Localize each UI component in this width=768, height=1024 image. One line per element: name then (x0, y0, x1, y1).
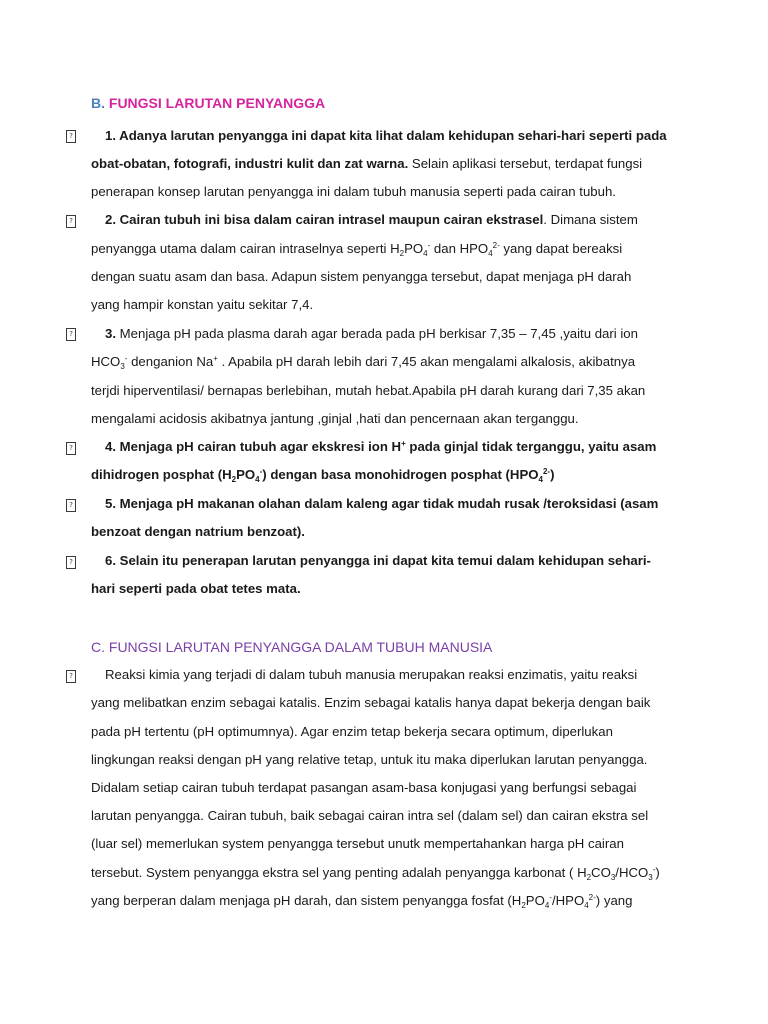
item-3-line-3: terjdi hiperventilasi/ bernapas berlebihan, mutah hebat.Apabila pH darah kurang dari 7,35 akan (91, 383, 646, 398)
item-1-line-2: obat-obatan, fotografi, industri kulit dan zat warna. Selain aplikasi tersebut, terdapat fungsi (91, 156, 643, 171)
item-3-line-4: mengalami acidosis akibatnya jantung ,ginjal ,hati dan pencernaan akan terganggu. (91, 411, 579, 426)
section-c-line-7: (luar sel) memerlukan system penyangga tersebut unutk mempertahankan harga pH cairan (91, 836, 624, 851)
item-3-line-1: 3. Menjaga pH pada plasma darah agar berada pada pH berkisar 7,35 – 7,45 ,yaitu dari ion (105, 326, 638, 341)
section-c-line-8: tersebut. System penyangga ekstra sel yang penting adalah penyangga karbonat ( $H_2CO_3/HCO_3^-$) (91, 865, 660, 882)
bullet-icon: ? (66, 442, 76, 455)
section-c-line-9: yang berperan dalam menjaga pH darah, dan sistem penyangga fosfat $(H_2PO_4^-/HPO_4^{2-})$ yang (91, 893, 633, 910)
item-6-line-2: hari seperti pada obat tetes mata. (91, 581, 301, 596)
bullet-icon: ? (66, 556, 76, 569)
bullet-icon: ? (66, 328, 76, 341)
item-5-line-1: 5. Menjaga pH makanan olahan dalam kaleng agar tidak mudah rusak /teroksidasi (asam (105, 496, 659, 511)
bullet-icon: ? (66, 499, 76, 512)
item-2-line-1: 2. Cairan tubuh ini bisa dalam cairan intrasel maupun cairan ekstrasel. Dimana sistem (105, 212, 638, 227)
item-3-line-2: $HCO_3^-$ denganion Na+ . Apabila pH darah lebih dari 7,45 akan mengalami alkalosis, akibatnya (91, 354, 636, 371)
section-c-line-1: Reaksi kimia yang terjadi di dalam tubuh manusia merupakan reaksi enzimatis, yaitu reaksi (105, 667, 638, 682)
section-c-line-6: larutan penyangga. Cairan tubuh, baik sebagai cairan intra sel (dalam sel) dan cairan ekstra sel (91, 808, 649, 823)
section-b-title: FUNGSI LARUTAN PENYANGGA (108, 95, 326, 111)
section-c-line-3: pada pH tertentu (pH optimumnya). Agar enzim tetap bekerja secara optimum, diperlukan (91, 724, 613, 739)
section-c-line-4: lingkungan reaksi dengan pH yang relative tetap, untuk itu maka diperlukan larutan penyangga. (91, 752, 648, 767)
section-b-letter: B. (91, 95, 105, 111)
section-c-heading: C. FUNGSI LARUTAN PENYANGGA DALAM TUBUH MANUSIA (91, 639, 493, 655)
item-2-line-2: penyangga utama dalam cairan intraselnya seperti $H_2PO_4^-$ dan $HPO_4^{2-}$ yang dapat bereaksi (91, 241, 623, 258)
item-6-line-1: 6. Selain itu penerapan larutan penyangga ini dapat kita temui dalam kehidupan sehari- (105, 553, 651, 568)
item-4-line-1: 4. Menjaga pH cairan tubuh agar ekskresi ion H+ pada ginjal tidak terganggu, yaitu asam (105, 439, 657, 454)
item-1-line-1: 1. Adanya larutan penyangga ini dapat kita lihat dalam kehidupan sehari-hari seperti pada (105, 128, 667, 143)
item-2-line-4: yang hampir konstan yaitu sekitar 7,4. (91, 297, 314, 312)
section-c-line-5: Didalam setiap cairan tubuh terdapat pasangan asam-basa konjugasi yang berfungsi sebagai (91, 780, 637, 795)
item-5-line-2: benzoat dengan natrium benzoat). (91, 524, 305, 539)
item-2-line-3: dengan suatu asam dan basa. Adapun sistem penyangga tersebut, dapat menjaga pH darah (91, 269, 632, 284)
item-1-line-3: penerapan konsep larutan penyangga ini dalam tubuh manusia seperti pada cairan tubuh. (91, 184, 616, 199)
section-c-line-2: yang melibatkan enzim sebagai katalis. Enzim sebagai katalis hanya dapat bekerja dengan baik (91, 695, 651, 710)
bullet-icon: ? (66, 215, 76, 228)
item-4-line-2: dihidrogen posphat $(H_2PO_4^-)$ dengan basa monohidrogen posphat $(HPO_4^{2-})$ (91, 467, 555, 484)
bullet-icon: ? (66, 670, 76, 683)
bullet-icon: ? (66, 130, 76, 143)
section-b-heading (91, 93, 325, 113)
